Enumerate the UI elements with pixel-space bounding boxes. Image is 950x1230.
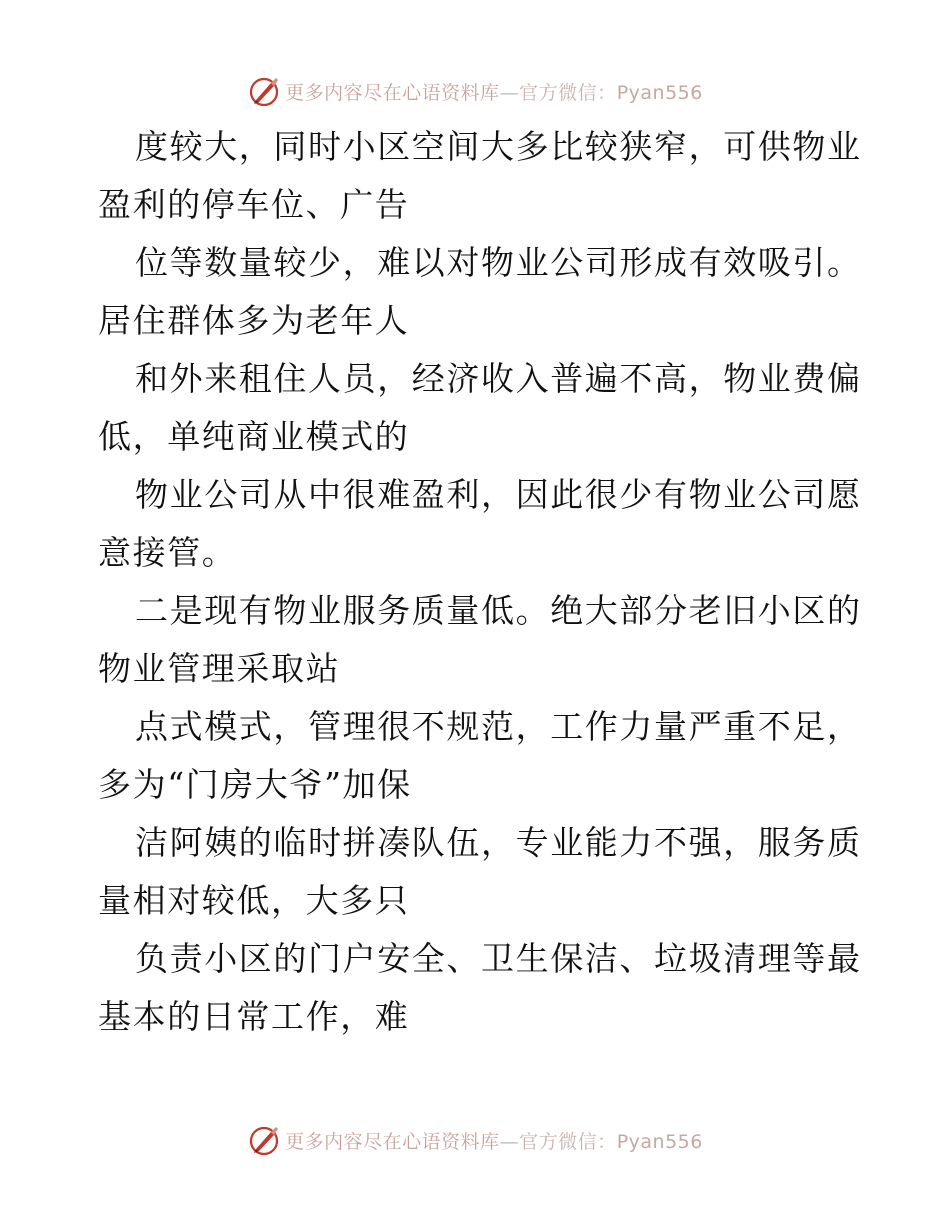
banner-text: [285, 78, 703, 105]
banner-wechat-label: 官方微信：: [519, 1130, 617, 1153]
paragraph-line: 度较大，同时小区空间大多比较狭窄，可供物业: [135, 127, 862, 166]
banner-separator: —: [499, 1130, 520, 1153]
paragraph-line: 物业公司从中很难盈利，因此很少有物业公司愿: [135, 475, 862, 514]
paragraph-line: 居住群体多为老年人: [98, 301, 410, 340]
banner-text: [285, 1127, 703, 1154]
paragraph-line: 负责小区的门户安全、卫生保洁、垃圾清理等最: [135, 939, 862, 978]
banner-wechat-id: Pyan556: [616, 1130, 703, 1153]
document-body: [98, 118, 862, 1046]
banner-main-text: 更多内容尽在心语资料库: [285, 1130, 500, 1153]
paragraph-line: 基本的日常工作，难: [98, 997, 410, 1036]
banner-wechat-label: 官方微信：: [519, 81, 617, 104]
paragraph-line: 意接管。: [98, 533, 237, 572]
header-banner: [0, 71, 950, 111]
banner-wechat-id: Pyan556: [616, 81, 703, 104]
paragraph-line: 盈利的停车位、广告: [98, 185, 410, 224]
paragraph-line: 量相对较低，大多只: [98, 881, 410, 920]
footer-banner: [0, 1120, 950, 1160]
quill-pen-logo-icon: [247, 1123, 281, 1157]
paragraph-line: 多为“门房大爷”加保: [98, 765, 412, 804]
paragraph-line: 低，单纯商业模式的: [98, 417, 410, 456]
paragraph-line: 位等数量较少，难以对物业公司形成有效吸引。: [135, 243, 862, 282]
paragraph-line: 物业管理采取站: [98, 649, 341, 688]
paragraph-line: 点式模式，管理很不规范，工作力量严重不足，: [135, 707, 862, 746]
quill-pen-logo-icon: [247, 74, 281, 108]
paragraph-line: 洁阿姨的临时拼凑队伍，专业能力不强，服务质: [135, 823, 862, 862]
banner-main-text: 更多内容尽在心语资料库: [285, 81, 500, 104]
paragraph-line: 和外来租住人员，经济收入普遍不高，物业费偏: [135, 359, 862, 398]
banner-separator: —: [499, 81, 520, 104]
paragraph-line: 二是现有物业服务质量低。绝大部分老旧小区的: [135, 591, 862, 630]
